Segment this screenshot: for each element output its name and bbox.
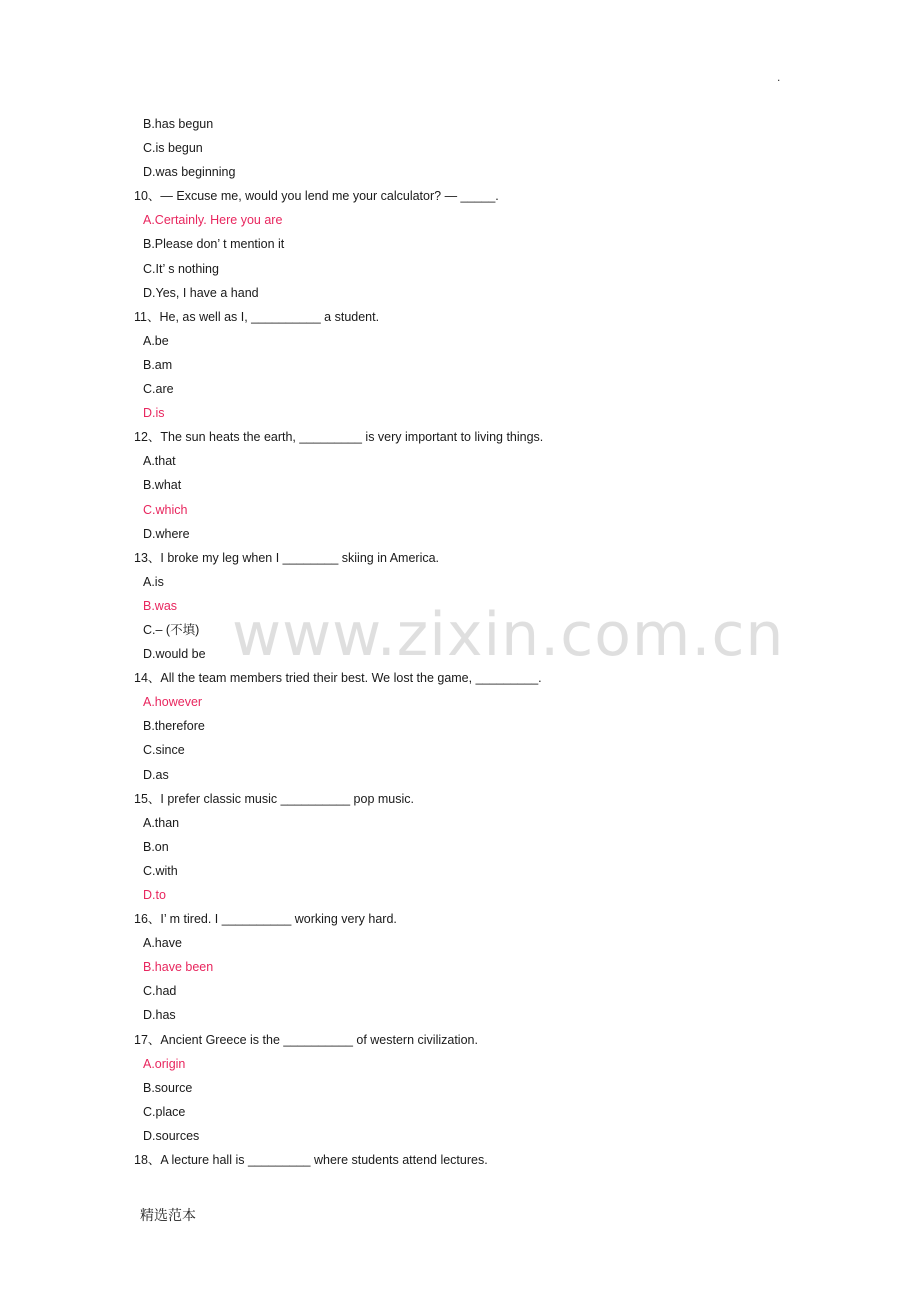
answer-option: C.since (143, 743, 185, 758)
question-text: 10、— Excuse me, would you lend me your calculator? — _____. (134, 189, 499, 204)
answer-option: B.source (143, 1080, 193, 1095)
answer-option: D.has (143, 1008, 176, 1023)
answer-option: B.am (143, 357, 173, 372)
question-text: 14、All the team members tried their best. We lost the game, _________. (134, 671, 542, 686)
answer-option: D.sources (143, 1128, 200, 1143)
answer-option: C.place (143, 1104, 186, 1119)
answer-option: D.where (143, 526, 190, 541)
quiz-content (0, 112, 920, 1172)
answer-option: C.are (143, 382, 174, 397)
answer-option: B.on (143, 839, 169, 854)
answer-option: B.has begun (143, 117, 214, 131)
question-text: 12、The sun heats the earth, _________ is very important to living things. (134, 430, 544, 445)
page-marker: . (777, 70, 781, 84)
answer-option-correct: A.origin (143, 1056, 186, 1071)
question-text: 11、He, as well as I, __________ a student. (134, 309, 380, 324)
answer-option: C.is begun (143, 141, 203, 156)
page-footer: 精选范本 (140, 1208, 196, 1224)
answer-option-correct: D.is (143, 406, 165, 421)
question-text: 15、I prefer classic music __________ pop music. (134, 791, 415, 806)
question-text: 18、A lecture hall is _________ where students attend lectures. (134, 1153, 488, 1168)
answer-option: A.is (143, 574, 164, 589)
answer-option: D.Yes, I have a hand (143, 285, 259, 300)
answer-option: C.It’ s nothing (143, 261, 219, 276)
answer-option-correct: C.which (143, 502, 188, 517)
answer-option: B.Please don’ t mention it (143, 237, 285, 252)
answer-option: A.than (143, 815, 180, 830)
answer-option: B.therefore (143, 719, 205, 734)
answer-option: C.had (143, 984, 177, 999)
answer-option: A.that (143, 454, 176, 469)
answer-option: A.be (143, 333, 169, 348)
answer-option-correct: D.to (143, 888, 166, 902)
answer-option: D.would be (143, 647, 206, 662)
answer-option: C.– (不填) (143, 622, 200, 637)
answer-option-correct: A.however (143, 695, 203, 710)
answer-option-correct: A.Certainly. Here you are (143, 213, 283, 228)
answer-option: D.was beginning (143, 165, 236, 180)
answer-option: D.as (143, 767, 169, 782)
answer-option-correct: B.have been (143, 960, 214, 975)
answer-option: B.what (143, 478, 182, 493)
answer-option: A.have (143, 936, 182, 951)
question-text: 13、I broke my leg when I ________ skiing in America. (134, 550, 440, 565)
watermark: www.zixin.com.cn (232, 600, 785, 670)
question-text: 17、Ancient Greece is the __________ of western civilization. (134, 1032, 478, 1047)
question-text: 16、I’ m tired. I __________ working very hard. (134, 912, 397, 927)
answer-option: C.with (143, 863, 178, 878)
answer-option-correct: B.was (143, 598, 178, 613)
